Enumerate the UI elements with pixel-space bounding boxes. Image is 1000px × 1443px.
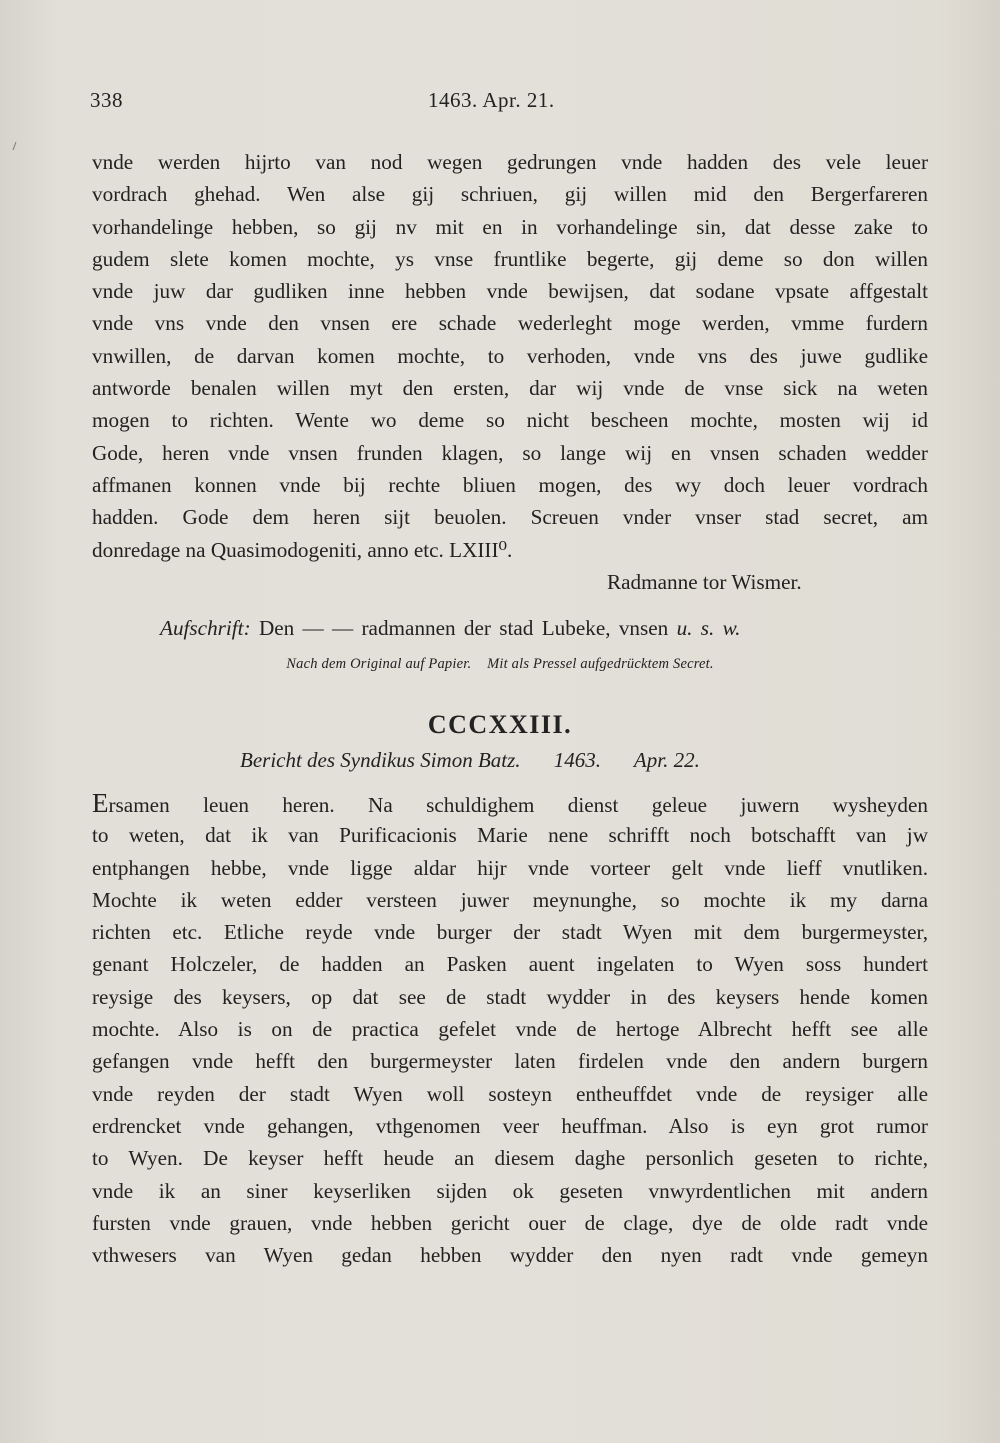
text-line: entphangen hebbe, vnde ligge aldar hijr vnde vorteer gelt vnde lieff vnutliken.: [92, 855, 928, 880]
address-abbr: w.: [722, 616, 741, 640]
source-note: [0, 656, 1000, 673]
address-line: [160, 612, 740, 644]
text-line: vnde juw dar gudliken inne hebben vnde bewijsen, dat sodane vpsate affgestalt: [92, 279, 928, 304]
document-number: CCCXXIII.: [427, 710, 573, 739]
text-line: vnde werden hijrto van nod wegen gedrungen vnde hadden des vele leuer: [92, 150, 928, 174]
text-line: [92, 787, 928, 819]
address-abbr: u.: [676, 616, 693, 640]
text-line: vnde ik an siner keyserliken sijden ok geseten vnwyrdentlichen mit andern: [92, 1178, 928, 1203]
margin-mark: [13, 142, 21, 150]
text-line: to Wyen. De keyser hefft heude an diesem daghe personlich geseten to richte,: [92, 1146, 928, 1171]
text-line: affmanen konnen vnde bij rechte bliuen mogen, des wy doch leuer vordrach: [92, 472, 928, 497]
first-line-text: rsamen leuen heren. Na schuldighem dienst geleue juwern wysheyden: [108, 793, 928, 817]
text-line: vnwillen, de darvan komen mochte, to verhoden, vnde vns des juwe gudlike: [92, 343, 928, 368]
text-line: mochte. Also is on de practica gefelet vnde de hertoge Albrecht hefft see alle: [92, 1017, 928, 1042]
report-body: [92, 787, 928, 1271]
initial-letter: E: [92, 788, 109, 818]
source-note-part: Nach dem Original auf Papier.: [286, 656, 472, 672]
text-line: mogen to richten. Wente wo deme so nicht bescheen mochte, mosten wij id: [92, 408, 928, 433]
text-line: to weten, dat ik van Purificacionis Marie nene schrifft noch botschafft van jw: [92, 823, 928, 848]
address-abbr: s.: [700, 616, 715, 640]
running-title: 1463. Apr. 21.: [428, 88, 555, 112]
page-number: 338: [90, 88, 123, 112]
text-line: genant Holczeler, de hadden an Pasken auent ingelaten to Wyen soss hundert: [92, 952, 928, 977]
text-line: vnde reyden der stadt Wyen woll sosteyn entheuffdet vnde de reysiger alle: [92, 1081, 928, 1106]
heading-date: Apr. 22.: [633, 748, 700, 772]
page-header: [90, 88, 930, 118]
source-note-part: Mit als Pressel aufgedrücktem Secret.: [487, 656, 714, 672]
text-line: richten etc. Etliche reyde vnde burger der stadt Wyen mit dem burgermeyster,: [92, 920, 928, 945]
text-line: hadden. Gode dem heren sijt beuolen. Screuen vnder vnser stad secret, am: [92, 505, 928, 530]
text-line: reysige des keysers, op dat see de stadt wydder in des keysers hende komen: [92, 984, 928, 1009]
address-text: Den — — radmannen der stad Lubeke, vnsen: [258, 616, 669, 640]
letter-body: [92, 146, 928, 566]
text-line: vthwesers van Wyen gedan hebben wydder den nyen radt vnde gemeyn: [92, 1243, 928, 1268]
text-line: Gode, heren vnde vnsen frunden klagen, so lange wij en vnsen schaden wedder: [92, 440, 928, 465]
text-line: gefangen vnde hefft den burgermeyster laten firdelen vnde den andern burgern: [92, 1049, 928, 1074]
text-line: antworde benalen willen myt den ersten, dar wij vnde de vnse sick na weten: [92, 376, 928, 401]
heading-year: 1463.: [553, 748, 602, 772]
text-line: fursten vnde grauen, vnde hebben gericht ouer de clage, dye de olde radt vnde: [92, 1210, 928, 1235]
text-line: donredage na Quasimodogeniti, anno etc. LXIII⁰.: [92, 537, 513, 562]
address-label: Aufschrift:: [160, 616, 251, 640]
text-line: gudem slete komen mochte, ys vnse fruntlike begerte, gij deme so don willen: [92, 246, 928, 271]
text-line: erdrencket vnde gehangen, vthgenomen veer heuffman. Also is eyn grot rumor: [92, 1113, 928, 1138]
heading-title: Bericht des Syndikus Simon Batz.: [240, 748, 521, 772]
text-line: vordrach ghehad. Wen alse gij schriuen, gij willen mid den Bergerfareren: [92, 182, 928, 207]
letter-signature: Radmanne tor Wismer.: [607, 570, 802, 594]
text-line: Mochte ik weten edder versteen juwer meynunghe, so mochte ik my darna: [92, 887, 928, 912]
text-line: vnde vns vnde den vnsen ere schade wederleght moge werden, vmme furdern: [92, 311, 928, 336]
document-heading: [240, 748, 728, 773]
text-line: vorhandelinge hebben, so gij nv mit en in vorhandelinge sin, dat desse zake to: [92, 214, 928, 239]
